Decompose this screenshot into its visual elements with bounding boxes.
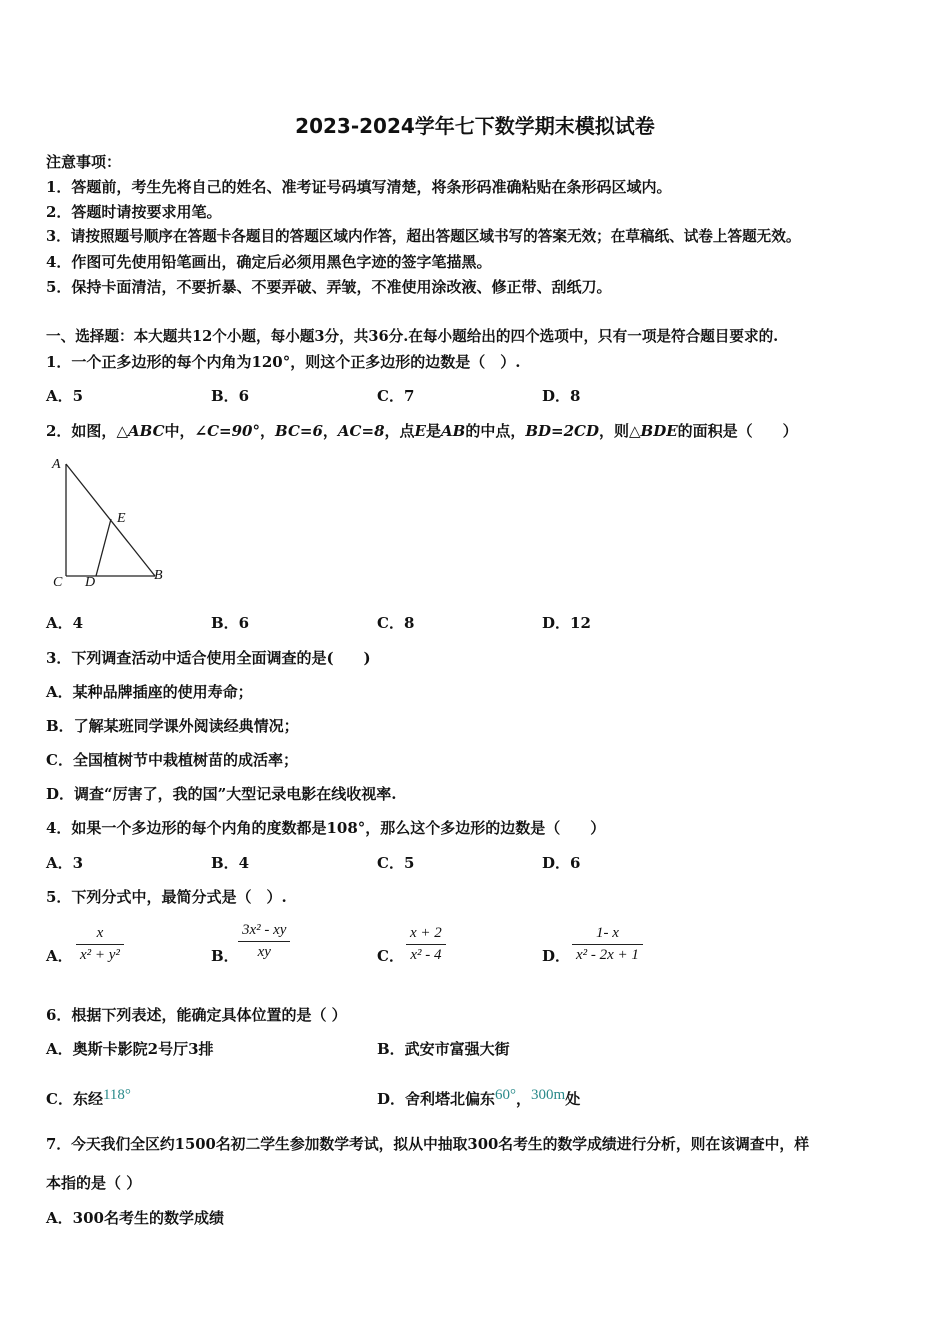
q5-fraction-d bbox=[572, 925, 643, 964]
q3-option-a[interactable]: A．某种品牌插座的使用寿命； bbox=[46, 683, 253, 701]
q5-option-d[interactable]: D． bbox=[542, 947, 571, 965]
q2-triangle-bde: △BDE bbox=[628, 422, 678, 440]
section-heading: 一、选择题：本大题共12个小题，每小题3分，共36分.在每小题给出的四个选项中，只有一项是符合题目要求的. bbox=[46, 328, 779, 345]
question-7-stem-line-2: 本指的是（ ） bbox=[46, 1174, 142, 1192]
q2-option-c[interactable]: C．8 bbox=[377, 614, 415, 632]
q5-option-c[interactable]: C． bbox=[377, 947, 404, 965]
q2-text: 的面积是（ ） bbox=[677, 422, 798, 440]
label-b: B bbox=[154, 568, 163, 583]
question-2-stem bbox=[46, 421, 798, 441]
q5-a-numerator: x bbox=[96, 925, 104, 941]
q6-c-text: C．东经 bbox=[46, 1090, 103, 1108]
q5-option-b[interactable]: B． bbox=[211, 947, 239, 965]
q1-option-c[interactable]: C．7 bbox=[377, 387, 415, 405]
q5-c-numerator: x + 2 bbox=[410, 925, 442, 941]
q4-option-a[interactable]: A．3 bbox=[46, 854, 84, 872]
q3-option-d[interactable]: D．调查“厉害了，我的国”大型记录电影在线收视率. bbox=[46, 785, 397, 803]
label-c: C bbox=[53, 575, 63, 590]
label-e: E bbox=[117, 511, 126, 526]
q6-d-separator: ， bbox=[516, 1090, 532, 1108]
q4-option-d[interactable]: D．6 bbox=[542, 854, 581, 872]
q5-fraction-c bbox=[406, 925, 446, 964]
triangle-figure bbox=[40, 452, 190, 592]
q2-text: 的中点， bbox=[465, 422, 526, 440]
question-5-stem: 5．下列分式中，最简分式是（ ）. bbox=[46, 888, 287, 906]
q2-bc: BC=6 bbox=[275, 422, 323, 440]
question-1-stem: 1．一个正多边形的每个内角为120°，则这个正多边形的边数是（ ）. bbox=[46, 353, 521, 371]
q2-option-d[interactable]: D．12 bbox=[542, 614, 591, 632]
q5-d-numerator: 1- x bbox=[596, 925, 619, 941]
notice-item-2: 2．答题时请按要求用笔。 bbox=[46, 203, 222, 221]
q2-point-e: E bbox=[414, 422, 426, 440]
q6-d-distance: 300m bbox=[531, 1087, 566, 1103]
q5-b-numerator: 3x² - xy bbox=[242, 922, 287, 938]
q2-text: 2．如图， bbox=[46, 422, 117, 440]
question-7-stem-line-1: 7．今天我们全区约1500名初二学生参加数学考试，拟从中抽取300名考生的数学成绩进行分析，则在该调查中，样 bbox=[46, 1136, 810, 1153]
q3-option-b[interactable]: B．了解某班同学课外阅读经典情况； bbox=[46, 717, 299, 735]
q5-b-denominator: xy bbox=[257, 944, 271, 960]
notice-item-1: 1．答题前，考生先将自己的姓名、准考证号码填写清楚，将条形码准确粘贴在条形码区域内。 bbox=[46, 178, 672, 196]
q6-d-end: 处 bbox=[565, 1090, 581, 1108]
segment-de bbox=[96, 519, 111, 576]
q2-text: ， bbox=[259, 422, 275, 440]
notice-item-5: 5．保持卡面清洁，不要折暴、不要弄破、弄皱，不准使用涂改液、修正带、刮纸刀。 bbox=[46, 278, 612, 296]
q5-a-denominator: x² + y² bbox=[80, 947, 120, 963]
q6-option-c[interactable] bbox=[46, 1085, 131, 1109]
q5-c-denominator: x² - 4 bbox=[410, 947, 442, 963]
q5-fraction-a bbox=[76, 925, 124, 964]
question-6-stem: 6．根据下列表述，能确定具体位置的是（ ） bbox=[46, 1006, 347, 1024]
q6-d-text: D．舍利塔北偏东 bbox=[377, 1090, 496, 1108]
q4-option-b[interactable]: B．4 bbox=[211, 854, 250, 872]
question-4-stem: 4．如果一个多边形的每个内角的度数都是108°，那么这个多边形的边数是（ ） bbox=[46, 819, 606, 837]
q6-d-angle: 60° bbox=[495, 1087, 517, 1103]
label-d: D bbox=[85, 575, 96, 590]
q2-text: 是 bbox=[425, 422, 441, 440]
q5-d-denominator: x² - 2x + 1 bbox=[576, 947, 639, 963]
notice-heading: 注意事项： bbox=[46, 153, 122, 171]
q7-option-a[interactable]: A．300名考生的数学成绩 bbox=[46, 1209, 224, 1227]
q6-option-b[interactable]: B．武安市富强大街 bbox=[377, 1040, 510, 1058]
question-3-stem: 3．下列调查活动中适合使用全面调查的是( ) bbox=[46, 649, 371, 667]
q2-bd: BD=2CD bbox=[525, 422, 599, 440]
notice-item-4: 4．作图可先使用铅笔画出，确定后必须用黑色字迹的签字笔描黑。 bbox=[46, 253, 492, 271]
notice-item-3: 3．请按照题号顺序在答题卡各题目的答题区域内作答，超出答题区域书写的答案无效；在草稿纸、试卷上答题无效。 bbox=[46, 228, 801, 245]
q6-option-a[interactable]: A．奥斯卡影院2号厅3排 bbox=[46, 1040, 214, 1058]
q1-option-b[interactable]: B．6 bbox=[211, 387, 250, 405]
q4-option-c[interactable]: C．5 bbox=[377, 854, 415, 872]
q2-triangle-abc: △ABC bbox=[116, 422, 165, 440]
q5-option-a[interactable]: A． bbox=[46, 947, 73, 965]
q6-option-d[interactable] bbox=[377, 1085, 580, 1109]
q2-text: ，点 bbox=[384, 422, 415, 440]
q2-option-a[interactable]: A．4 bbox=[46, 614, 84, 632]
q3-option-c[interactable]: C．全国植树节中栽植树苗的成活率； bbox=[46, 751, 298, 769]
label-a: A bbox=[52, 457, 61, 472]
q2-text: ，则 bbox=[598, 422, 629, 440]
q2-text: 中， bbox=[164, 422, 195, 440]
q1-option-d[interactable]: D．8 bbox=[542, 387, 581, 405]
q6-c-longitude: 118° bbox=[102, 1087, 131, 1103]
q1-option-a[interactable]: A．5 bbox=[46, 387, 84, 405]
q5-fraction-b bbox=[238, 922, 290, 961]
q2-ac: AC=8 bbox=[337, 422, 385, 440]
q2-text: ， bbox=[322, 422, 338, 440]
q2-option-b[interactable]: B．6 bbox=[211, 614, 250, 632]
q2-angle-c: ∠C=90° bbox=[194, 422, 260, 440]
q2-ab: AB bbox=[440, 422, 466, 440]
page-title: 2023-2024学年七下数学期末模拟试卷 bbox=[295, 114, 655, 138]
